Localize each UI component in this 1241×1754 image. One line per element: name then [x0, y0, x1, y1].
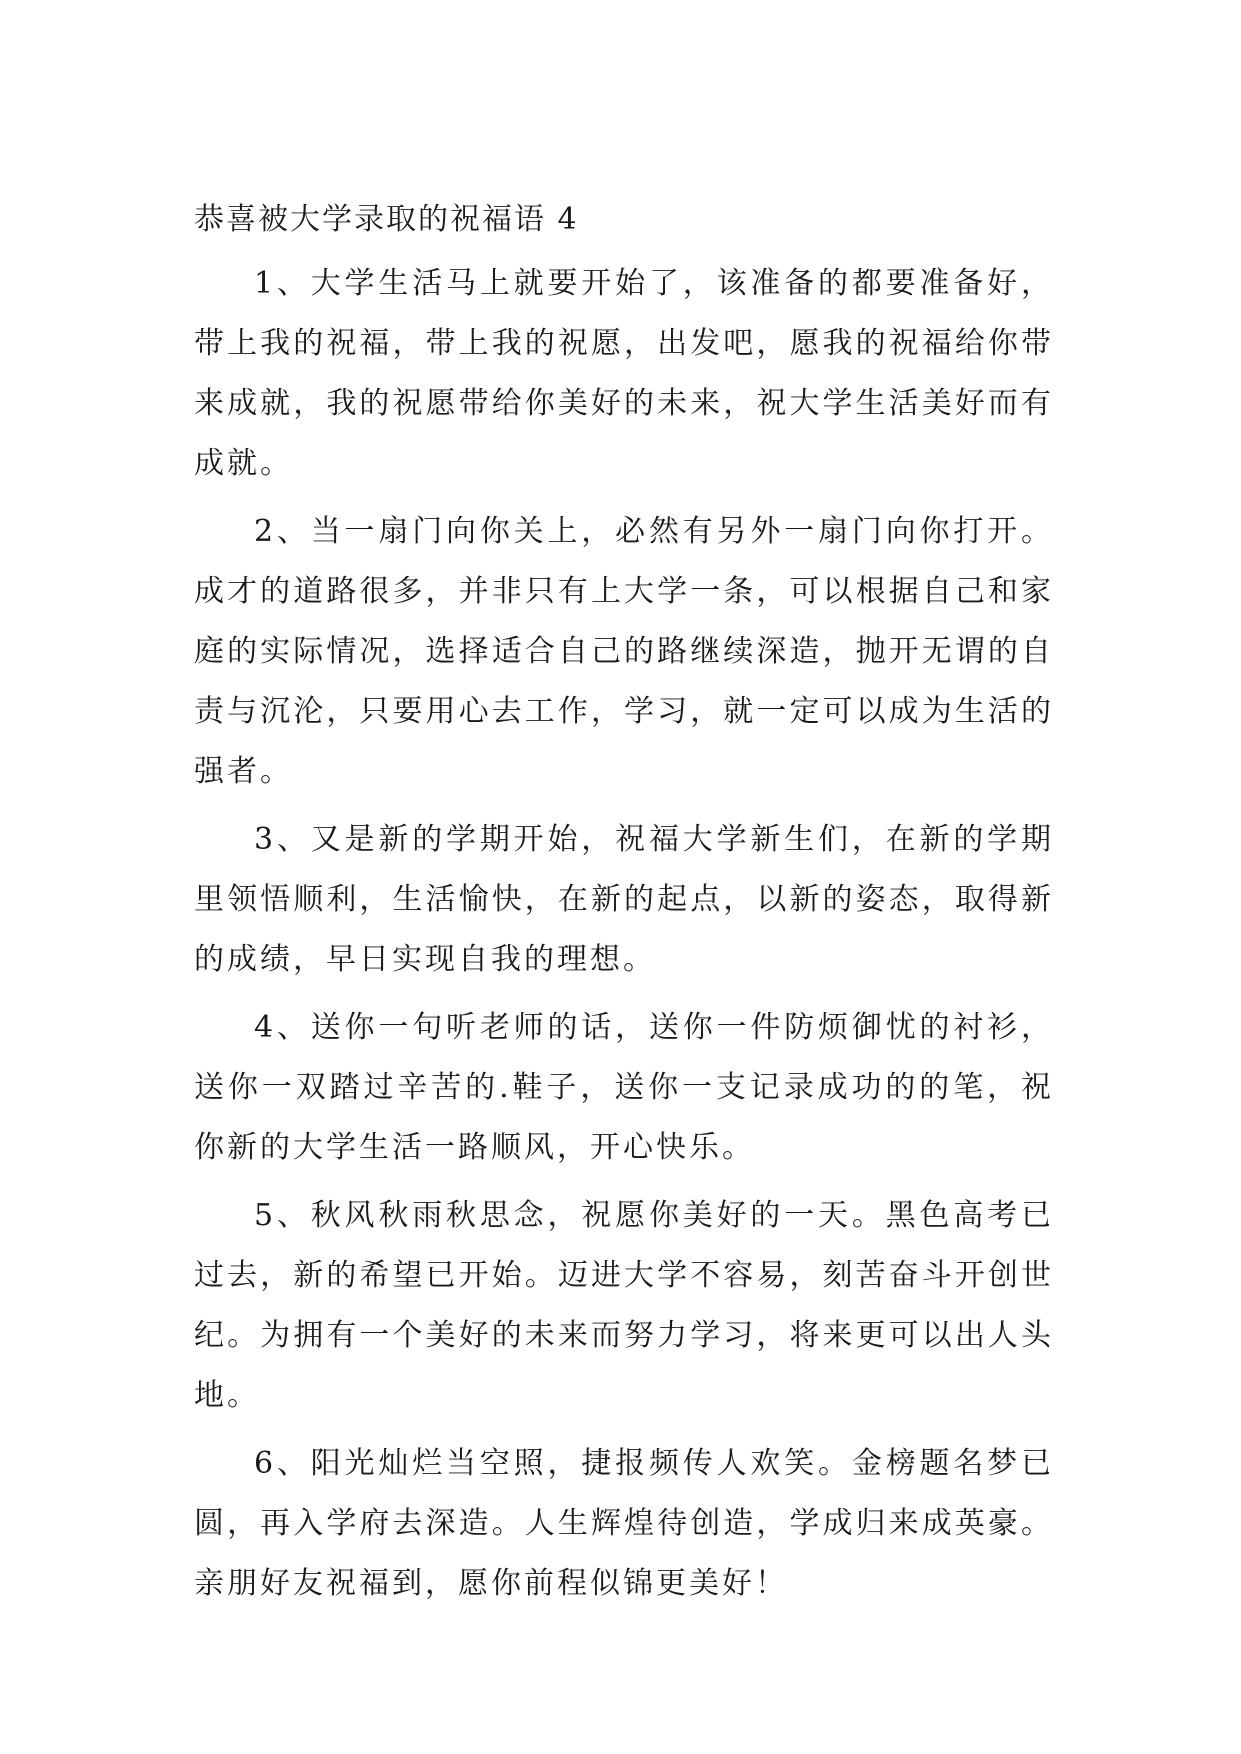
- paragraph-2: 2、当一扇门向你关上，必然有另外一扇门向你打开。成才的道路很多，并非只有上大学一条，可以根据自己和家庭的实际情况，选择适合自己的路继续深造，抛开无谓的自责与沉沦，只要用心去工作，学习，就一定可以成为生活的强者。: [194, 514, 1054, 789]
- paragraph-3: 3、又是新的学期开始，祝福大学新生们，在新的学期里领悟顺利，生活愉快，在新的起点，以新的姿态，取得新的成绩，早日实现自我的理想。: [194, 822, 1054, 977]
- document-body: [194, 192, 1054, 1614]
- paragraph-5: 5、秋风秋雨秋思念，祝愿你美好的一天。黑色高考已过去，新的希望已开始。迈进大学不容易，刻苦奋斗开创世纪。为拥有一个美好的未来而努力学习，将来更可以出人头地。: [194, 1198, 1054, 1413]
- document-title: 恭喜被大学录取的祝福语 4: [194, 202, 579, 237]
- paragraph-4: 4、送你一句听老师的话，送你一件防烦御忧的衬衫，送你一双踏过辛苦的.鞋子，送你一支记录成功的的笔，祝你新的大学生活一路顺风，开心快乐。: [194, 1010, 1054, 1165]
- paragraph-6: 6、阳光灿烂当空照，捷报频传人欢笑。金榜题名梦已圆，再入学府去深造。人生辉煌待创造，学成归来成英豪。亲朋好友祝福到，愿你前程似锦更美好！: [194, 1446, 1054, 1601]
- paragraph-1: 1、大学生活马上就要开始了，该准备的都要准备好，带上我的祝福，带上我的祝愿，出发吧，愿我的祝福给你带来成就，我的祝愿带给你美好的未来，祝大学生活美好而有成就。: [194, 266, 1054, 481]
